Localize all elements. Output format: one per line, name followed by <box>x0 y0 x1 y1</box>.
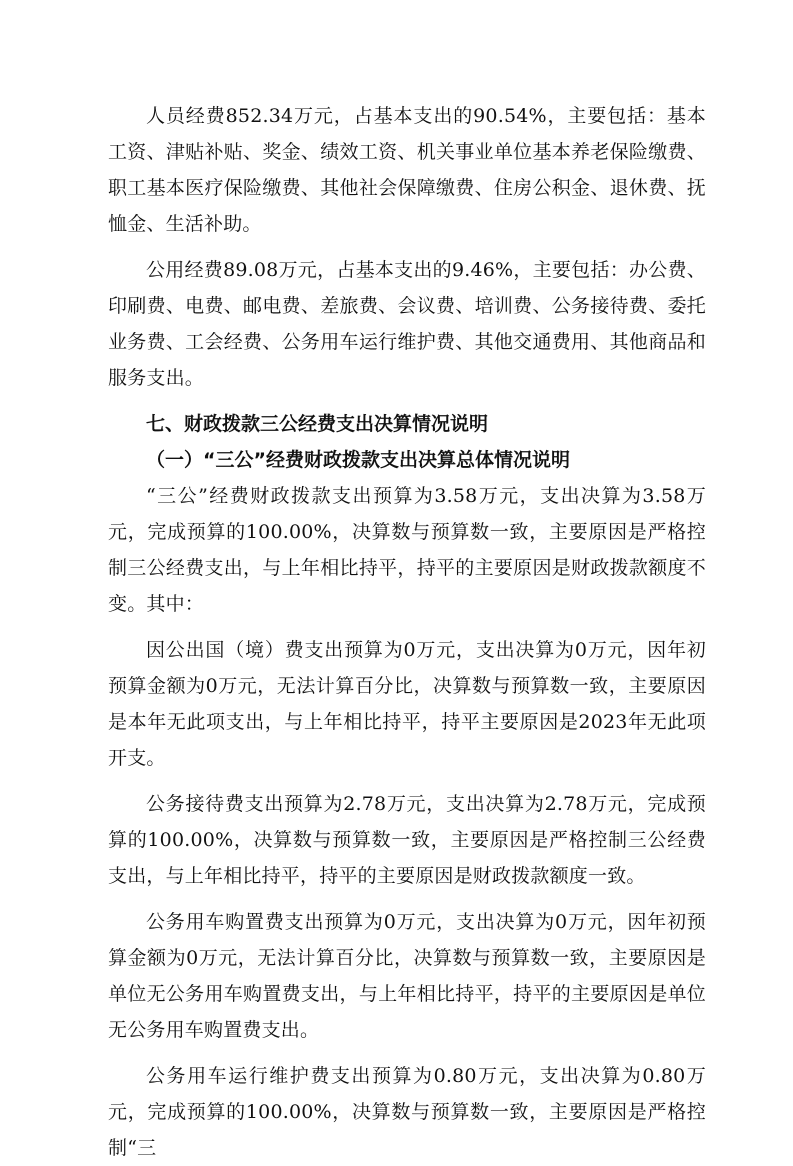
paragraph-vehicle-purchase: 公务用车购置费支出预算为0万元，支出决算为0万元，因年初预算金额为0万元，无法计算百分比，决算数与预算数一致，主要原因是单位无公务用车购置费支出，与上年相比持平，持平的主要原因是单位无公务用车购置费支出。 <box>108 911 706 1041</box>
section-heading-seven: 七、财政拨款三公经费支出决算情况说明 <box>146 413 489 435</box>
paragraph-personnel-expenses: 人员经费852.34万元，占基本支出的90.54%，主要包括：基本工资、津贴补贴、奖金、绩效工资、机关事业单位基本养老保险缴费、职工基本医疗保险缴费、其他社会保障缴费、住房公积金、退休费、抚恤金、生活补助。 <box>108 105 706 235</box>
paragraph-abroad-expenses: 因公出国（境）费支出预算为0万元，支出决算为0万元，因年初预算金额为0万元，无法计算百分比，决算数与预算数一致，主要原因是本年无此项支出，与上年相比持平，持平主要原因是2023年无此项开支。 <box>108 639 706 769</box>
paragraph-public-use-expenses: 公用经费89.08万元，占基本支出的9.46%，主要包括：办公费、印刷费、电费、邮电费、差旅费、会议费、培训费、公务接待费、委托业务费、工会经费、公务用车运行维护费、其他交通费用、其他商品和服务支出。 <box>108 259 706 389</box>
subsection-heading-one: （一）“三公”经费财政拨款支出决算总体情况说明 <box>146 449 570 471</box>
paragraph-reception-expenses: 公务接待费支出预算为2.78万元，支出决算为2.78万元，完成预算的100.00%，决算数与预算数一致，主要原因是严格控制三公经费支出，与上年相比持平，持平的主要原因是财政拨款额度一致。 <box>108 793 706 887</box>
paragraph-three-public-overall: “三公”经费财政拨款支出预算为3.58万元，支出决算为3.58万元，完成预算的100.00%，决算数与预算数一致，主要原因是严格控制三公经费支出，与上年相比持平，持平的主要原因是财政拨款额度不变。其中： <box>108 485 706 615</box>
paragraph-vehicle-operation: 公务用车运行维护费支出预算为0.80万元，支出决算为0.80万元，完成预算的100.00%，决算数与预算数一致，主要原因是严格控制“三 <box>108 1065 706 1159</box>
